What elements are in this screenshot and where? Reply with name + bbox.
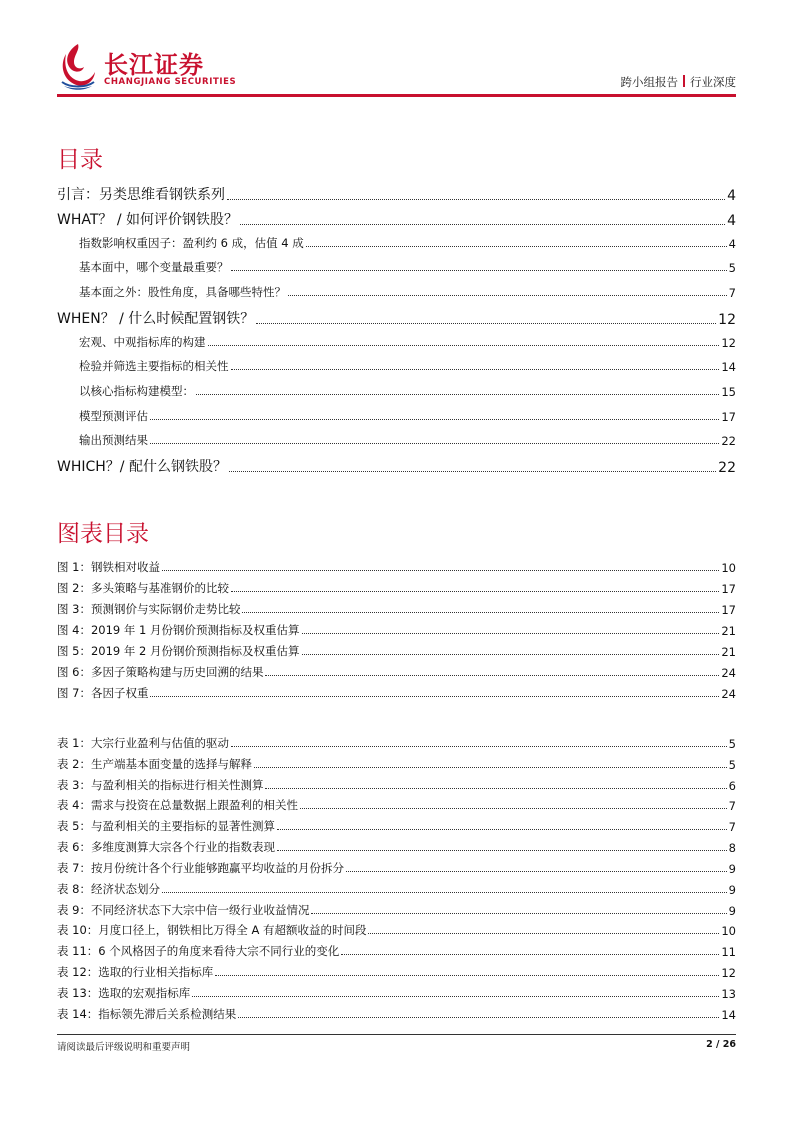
toc-entry[interactable]: 宏观、中观指标库的构建 12 xyxy=(79,335,736,350)
toc-entry[interactable]: 基本面之外：股性角度，具备哪些特性？ 7 xyxy=(79,285,736,300)
report-type: 跨小组报告 xyxy=(620,75,678,89)
page-indicator: 2 / 26 xyxy=(706,1039,736,1050)
figure-entry[interactable]: 图 6：多因子策略构建与历史回溯的结果 24 xyxy=(57,665,736,680)
toc-entry[interactable]: 输出预测结果 22 xyxy=(79,433,736,448)
figure-entry[interactable]: 图 2：多头策略与基准钢价的比较 17 xyxy=(57,581,736,596)
brand-name-en: CHANGJIANG SECURITIES xyxy=(104,77,237,87)
toc-entry[interactable]: 指数影响权重因子：盈利约 6 成，估值 4 成 4 xyxy=(79,236,736,251)
table-entry[interactable]: 表 8：经济状态划分 9 xyxy=(57,882,736,897)
table-entry[interactable]: 表 1：大宗行业盈利与估值的驱动 5 xyxy=(57,736,736,751)
table-entry[interactable]: 表 3：与盈利相关的指标进行相关性测算 6 xyxy=(57,778,736,793)
figure-entry[interactable]: 图 5：2019 年 2 月份钢价预测指标及权重估算 21 xyxy=(57,644,736,659)
toc-entry[interactable]: WHICH？/ 配什么钢铁股？ 22 xyxy=(57,459,736,476)
figure-entry[interactable]: 图 7：各因子权重 24 xyxy=(57,686,736,701)
footer-divider xyxy=(57,1034,736,1035)
table-entry[interactable]: 表 4：需求与投资在总量数据上跟盈利的相关性 7 xyxy=(57,798,736,813)
toc-entry[interactable]: 检验并筛选主要指标的相关性 14 xyxy=(79,359,736,374)
table-entry[interactable]: 表 14：指标领先滞后关系检测结果 14 xyxy=(57,1007,736,1022)
table-entry[interactable]: 表 5：与盈利相关的主要指标的显著性测算 7 xyxy=(57,819,736,834)
table-entry[interactable]: 表 2：生产端基本面变量的选择与解释 5 xyxy=(57,757,736,772)
report-tag xyxy=(621,74,737,90)
toc-entry[interactable]: 引言：另类思维看钢铁系列 4 xyxy=(57,187,736,204)
table-entry[interactable]: 表 9：不同经济状态下大宗中信一级行业收益情况 9 xyxy=(57,903,736,918)
footer-disclaimer: 请阅读最后评级说明和重要声明 xyxy=(57,1042,191,1053)
header-separator xyxy=(683,75,685,87)
toc-entry[interactable]: 基本面中，哪个变量最重要？ 5 xyxy=(79,260,736,275)
toc-entry[interactable]: WHEN？ / 什么时候配置钢铁？ 12 xyxy=(57,311,736,328)
report-category: 行业深度 xyxy=(690,75,736,89)
table-entry[interactable]: 表 13：选取的宏观指标库 13 xyxy=(57,986,736,1001)
toc-entry[interactable]: 以核心指标构建模型： 15 xyxy=(79,384,736,399)
figure-entry[interactable]: 图 1：钢铁相对收益 10 xyxy=(57,560,736,575)
changjiang-logo-icon xyxy=(58,42,98,92)
table-entry[interactable]: 表 11：6 个风格因子的角度来看待大宗不同行业的变化 11 xyxy=(57,944,736,959)
table-entry[interactable]: 表 6：多维度测算大宗各个行业的指数表现 8 xyxy=(57,840,736,855)
figure-entry[interactable]: 图 4：2019 年 1 月份钢价预测指标及权重估算 21 xyxy=(57,623,736,638)
table-entry[interactable]: 表 10：月度口径上，钢铁相比万得全 A 有超额收益的时间段 10 xyxy=(57,923,736,938)
brand-name-cn: 长江证券 xyxy=(104,51,204,79)
toc-entry[interactable]: WHAT？ / 如何评价钢铁股？ 4 xyxy=(57,212,736,229)
table-entry[interactable]: 表 7：按月份统计各个行业能够跑赢平均收益的月份拆分 9 xyxy=(57,861,736,876)
figure-list-title: 图表目录 xyxy=(57,521,149,547)
figure-entry[interactable]: 图 3：预测钢价与实际钢价走势比较 17 xyxy=(57,602,736,617)
toc-title: 目录 xyxy=(57,147,103,173)
toc-entry[interactable]: 模型预测评估 17 xyxy=(79,409,736,424)
header-divider xyxy=(57,94,736,97)
table-entry[interactable]: 表 12：选取的行业相关指标库 12 xyxy=(57,965,736,980)
company-logo xyxy=(58,40,258,98)
